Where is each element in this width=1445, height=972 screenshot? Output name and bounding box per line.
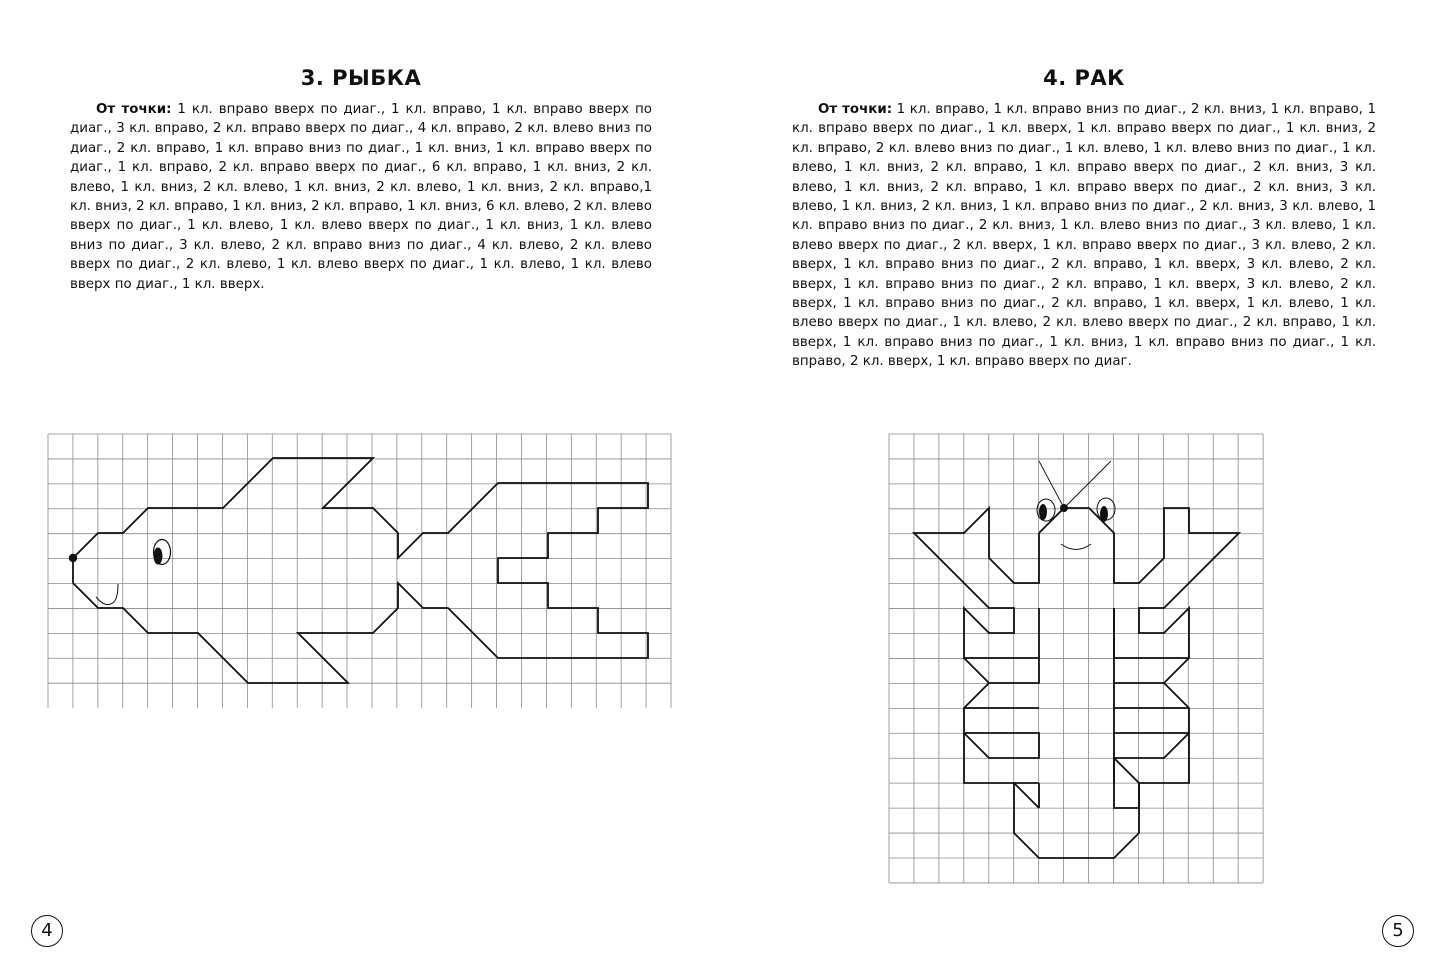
crayfish-eye-right-pupil: [1100, 506, 1108, 522]
crayfish-body-outline: [1039, 508, 1239, 808]
fish-outline: [73, 458, 648, 683]
fish-eye-pupil: [154, 548, 163, 565]
fish-drawing: [69, 458, 648, 683]
page-number-right: 5: [1382, 915, 1414, 947]
crayfish-right-stripe-a: [1164, 658, 1189, 683]
right-task-lead: От точки:: [818, 102, 893, 117]
fish-start-dot: [69, 554, 77, 562]
right-task-title: 4. РАК: [1043, 66, 1125, 90]
right-task-instructions: [792, 100, 1376, 372]
crayfish-grid: [889, 434, 1264, 884]
crayfish-start-dot: [1060, 504, 1068, 512]
crayfish-eye-left-pupil: [1039, 504, 1047, 520]
fish-grid: [48, 434, 672, 709]
fish-mouth: [96, 584, 118, 605]
crayfish-grid-lines: [889, 434, 1263, 883]
right-task-body: 1 кл. вправо, 1 кл. вправо вниз по диаг., 2 кл. вниз, 1 кл. вправо, 1 кл. вправо вверх по диаг., 1 кл. вверх, 1 кл. вправо вверх по диаг., 1 кл. вниз, 2 кл. вправо, 2 кл. влево вниз по диаг., 1 кл. влево, 1 кл. влево вниз по диаг., 1 кл. влево, 1 кл. вниз, 2 кл. вправо, 1 кл. вправо вверх по диаг., 2 кл. вниз, 3 кл. влево, 1 кл. вниз, 2 кл. вправо, 1 кл. вправо вверх по диаг., 2 кл. вниз, 3 кл. влево, 1 кл. вниз, 2 кл. вниз, 1 кл. вправо вниз по диаг., 2 кл. вниз, 3 кл. влево, 1 кл. вправо вниз по диаг., 2 кл. вниз, 1 кл. влево вниз по диаг., 3 кл. влево, 1 кл. влево вверх по диаг., 2 кл. вверх, 1 кл. вправо вверх по диаг., 3 кл. влево, 2 кл. вверх, 1 кл. вправо вниз по диаг., 2 кл. вправо, 1 кл. вверх, 3 кл. влево, 2 кл. вверх, 1 кл. вправо вниз по диаг., 2 кл. вправо, 1 кл. вверх, 3 кл. влево, 2 кл. вверх, 1 кл. вправо вниз по диаг., 2 кл. вправо, 1 кл. вверх, 1 кл. влево, 1 кл. влево вверх по диаг., 1 кл. влево, 2 кл. влево вверх по диаг., 2 кл. вправо, 1 кл. вверх, 1 кл. вправо вниз по диаг., 1 кл. вниз, 1 кл. вправо вниз по диаг., 1 кл. вправо, 2 кл. вверх, 1 кл. вправо вверх по диаг.: [792, 102, 1376, 370]
page-number-left: 4: [31, 915, 63, 947]
fish-grid-lines: [48, 434, 671, 708]
left-task-body: 1 кл. вправо вверх по диаг., 1 кл. вправо, 1 кл. вправо вверх по диаг., 3 кл. вправо, 2 кл. вправо вверх по диаг., 4 кл. вправо, 2 кл. влево вниз по диаг., 2 кл. вправо, 1 кл. вправо вниз по диаг., 1 кл. вниз, 1 кл. вправо вверх по диаг., 1 кл. вправо, 2 кл. вправо вверх по диаг., 6 кл. вправо, 1 кл. вниз, 2 кл. влево, 1 кл. вниз, 2 кл. влево, 1 кл. вниз, 2 кл. влево, 1 кл. вниз, 2 кл. вправо,1 кл. вниз, 2 кл. вправо, 1 кл. вниз, 2 кл. вправо, 1 кл. вниз, 6 кл. влево, 2 кл. влево вверх по диаг., 1 кл. влево, 1 кл. влево вверх по диаг., 1 кл. вниз, 1 кл. влево вниз по диаг., 3 кл. влево, 2 кл. вправо вниз по диаг., 4 кл. влево, 2 кл. влево вверх по диаг., 2 кл. влево, 1 кл. влево вверх по диаг., 1 кл. влево, 1 кл. влево вверх по диаг., 1 кл. вверх.: [70, 102, 652, 292]
crayfish-antenna-right: [1064, 461, 1111, 508]
crayfish-drawing: [914, 461, 1239, 858]
left-task-title: 3. РЫБКА: [300, 66, 422, 90]
left-task-instructions: [70, 100, 652, 294]
left-task-lead: От точки:: [96, 102, 172, 117]
crayfish-left-claw-outline: [914, 508, 1039, 808]
crayfish-smile: [1061, 544, 1091, 550]
crayfish-left-stripe-a: [964, 658, 989, 683]
